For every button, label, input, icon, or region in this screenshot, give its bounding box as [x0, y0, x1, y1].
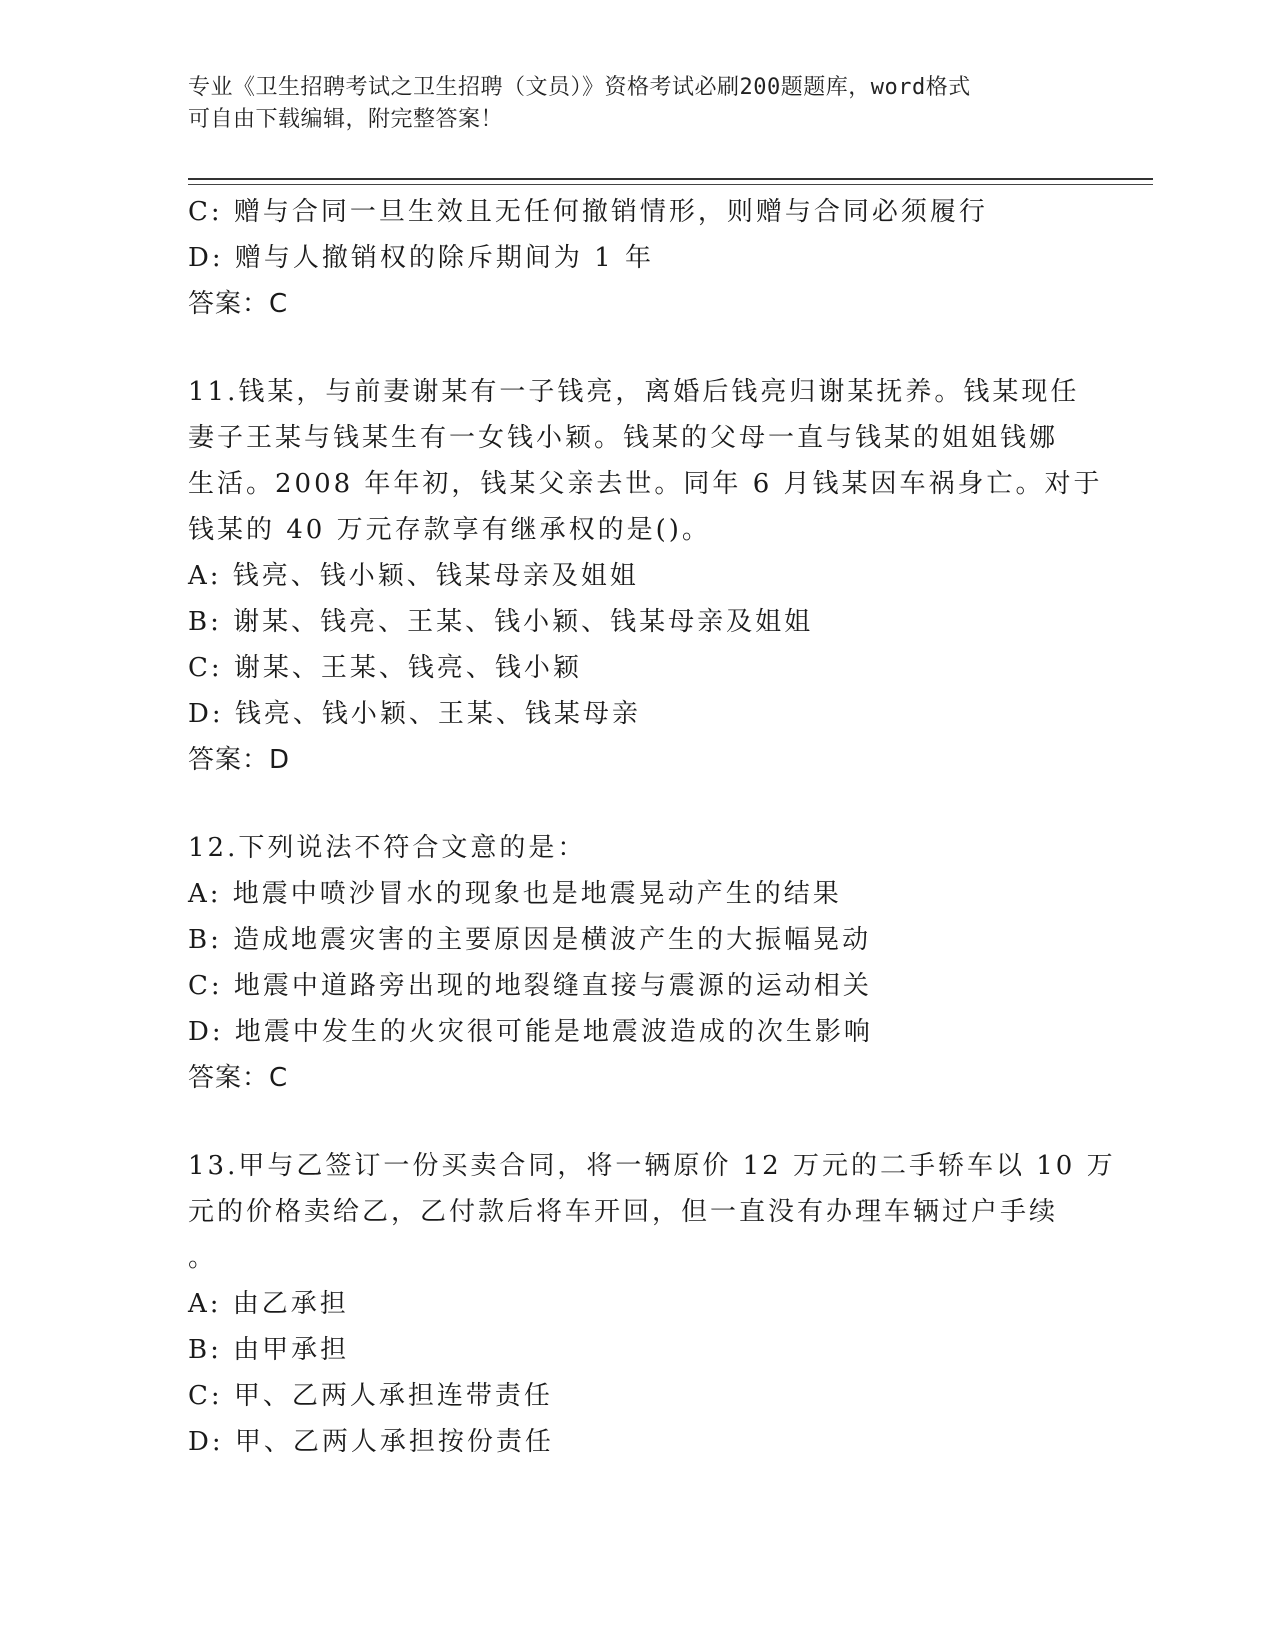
option-c: C: 地震中道路旁出现的地裂缝直接与震源的运动相关 — [188, 971, 872, 1001]
answer: 答案：C — [188, 1063, 289, 1093]
option-a: A: 钱亮、钱小颖、钱某母亲及姐姐 — [188, 561, 639, 591]
option-b: B: 由甲承担 — [188, 1335, 350, 1365]
header-line-1: 专业《卫生招聘考试之卫生招聘（文员）》资格考试必刷200题题库，word格式 — [188, 75, 971, 100]
option-a: A: 由乙承担 — [188, 1289, 349, 1319]
document-header — [188, 72, 1068, 136]
question-13 — [188, 1143, 1116, 1465]
header-divider-thick — [188, 178, 1153, 180]
option-b: B: 造成地震灾害的主要原因是横波产生的大振幅晃动 — [188, 925, 872, 955]
header-line-2: 可自由下载编辑，附完整答案！ — [188, 107, 504, 132]
option-d: D: 甲、乙两人承担按份责任 — [188, 1427, 554, 1457]
question-12 — [188, 825, 1068, 1101]
answer: 答案：C — [188, 289, 289, 319]
option-d: D: 钱亮、钱小颖、王某、钱某母亲 — [188, 699, 641, 729]
option-a: A: 地震中喷沙冒水的现象也是地震晃动产生的结果 — [188, 879, 842, 909]
option-c: C: 谢某、王某、钱亮、钱小颖 — [188, 653, 582, 683]
question-stem-line: 生活。2008 年年初，钱某父亲去世。同年 6 月钱某因车祸身亡。对于 — [188, 469, 1103, 499]
question-11 — [188, 369, 1103, 783]
question-stem-line: 12.下列说法不符合文意的是： — [188, 833, 587, 863]
option-c: C: 赠与合同一旦生效且无任何撤销情形，则赠与合同必须履行 — [188, 197, 988, 227]
document-body — [188, 189, 1116, 1465]
option-d: D: 赠与人撤销权的除斥期间为 1 年 — [188, 243, 654, 273]
option-c: C: 甲、乙两人承担连带责任 — [188, 1381, 553, 1411]
option-b: B: 谢某、钱亮、王某、钱小颖、钱某母亲及姐姐 — [188, 607, 814, 637]
question-stem-line: 元的价格卖给乙，乙付款后将车开回，但一直没有办理车辆过户手续 — [188, 1197, 1059, 1227]
header-divider-thin — [188, 184, 1153, 185]
question-stem-line: 11.钱某，与前妻谢某有一子钱亮，离婚后钱亮归谢某抚养。钱某现任 — [188, 377, 1080, 407]
option-d: D: 地震中发生的火灾很可能是地震波造成的次生影响 — [188, 1017, 873, 1047]
question-stem-line: 13.甲与乙签订一份买卖合同，将一辆原价 12 万元的二手轿车以 10 万 — [188, 1151, 1116, 1181]
previous-question — [188, 189, 1068, 327]
question-stem-line: 钱某的 40 万元存款享有继承权的是()。 — [188, 515, 711, 545]
question-stem-line: 。 — [188, 1243, 218, 1273]
question-stem-line: 妻子王某与钱某生有一女钱小颖。钱某的父母一直与钱某的姐姐钱娜 — [188, 423, 1059, 453]
answer: 答案：D — [188, 745, 291, 775]
